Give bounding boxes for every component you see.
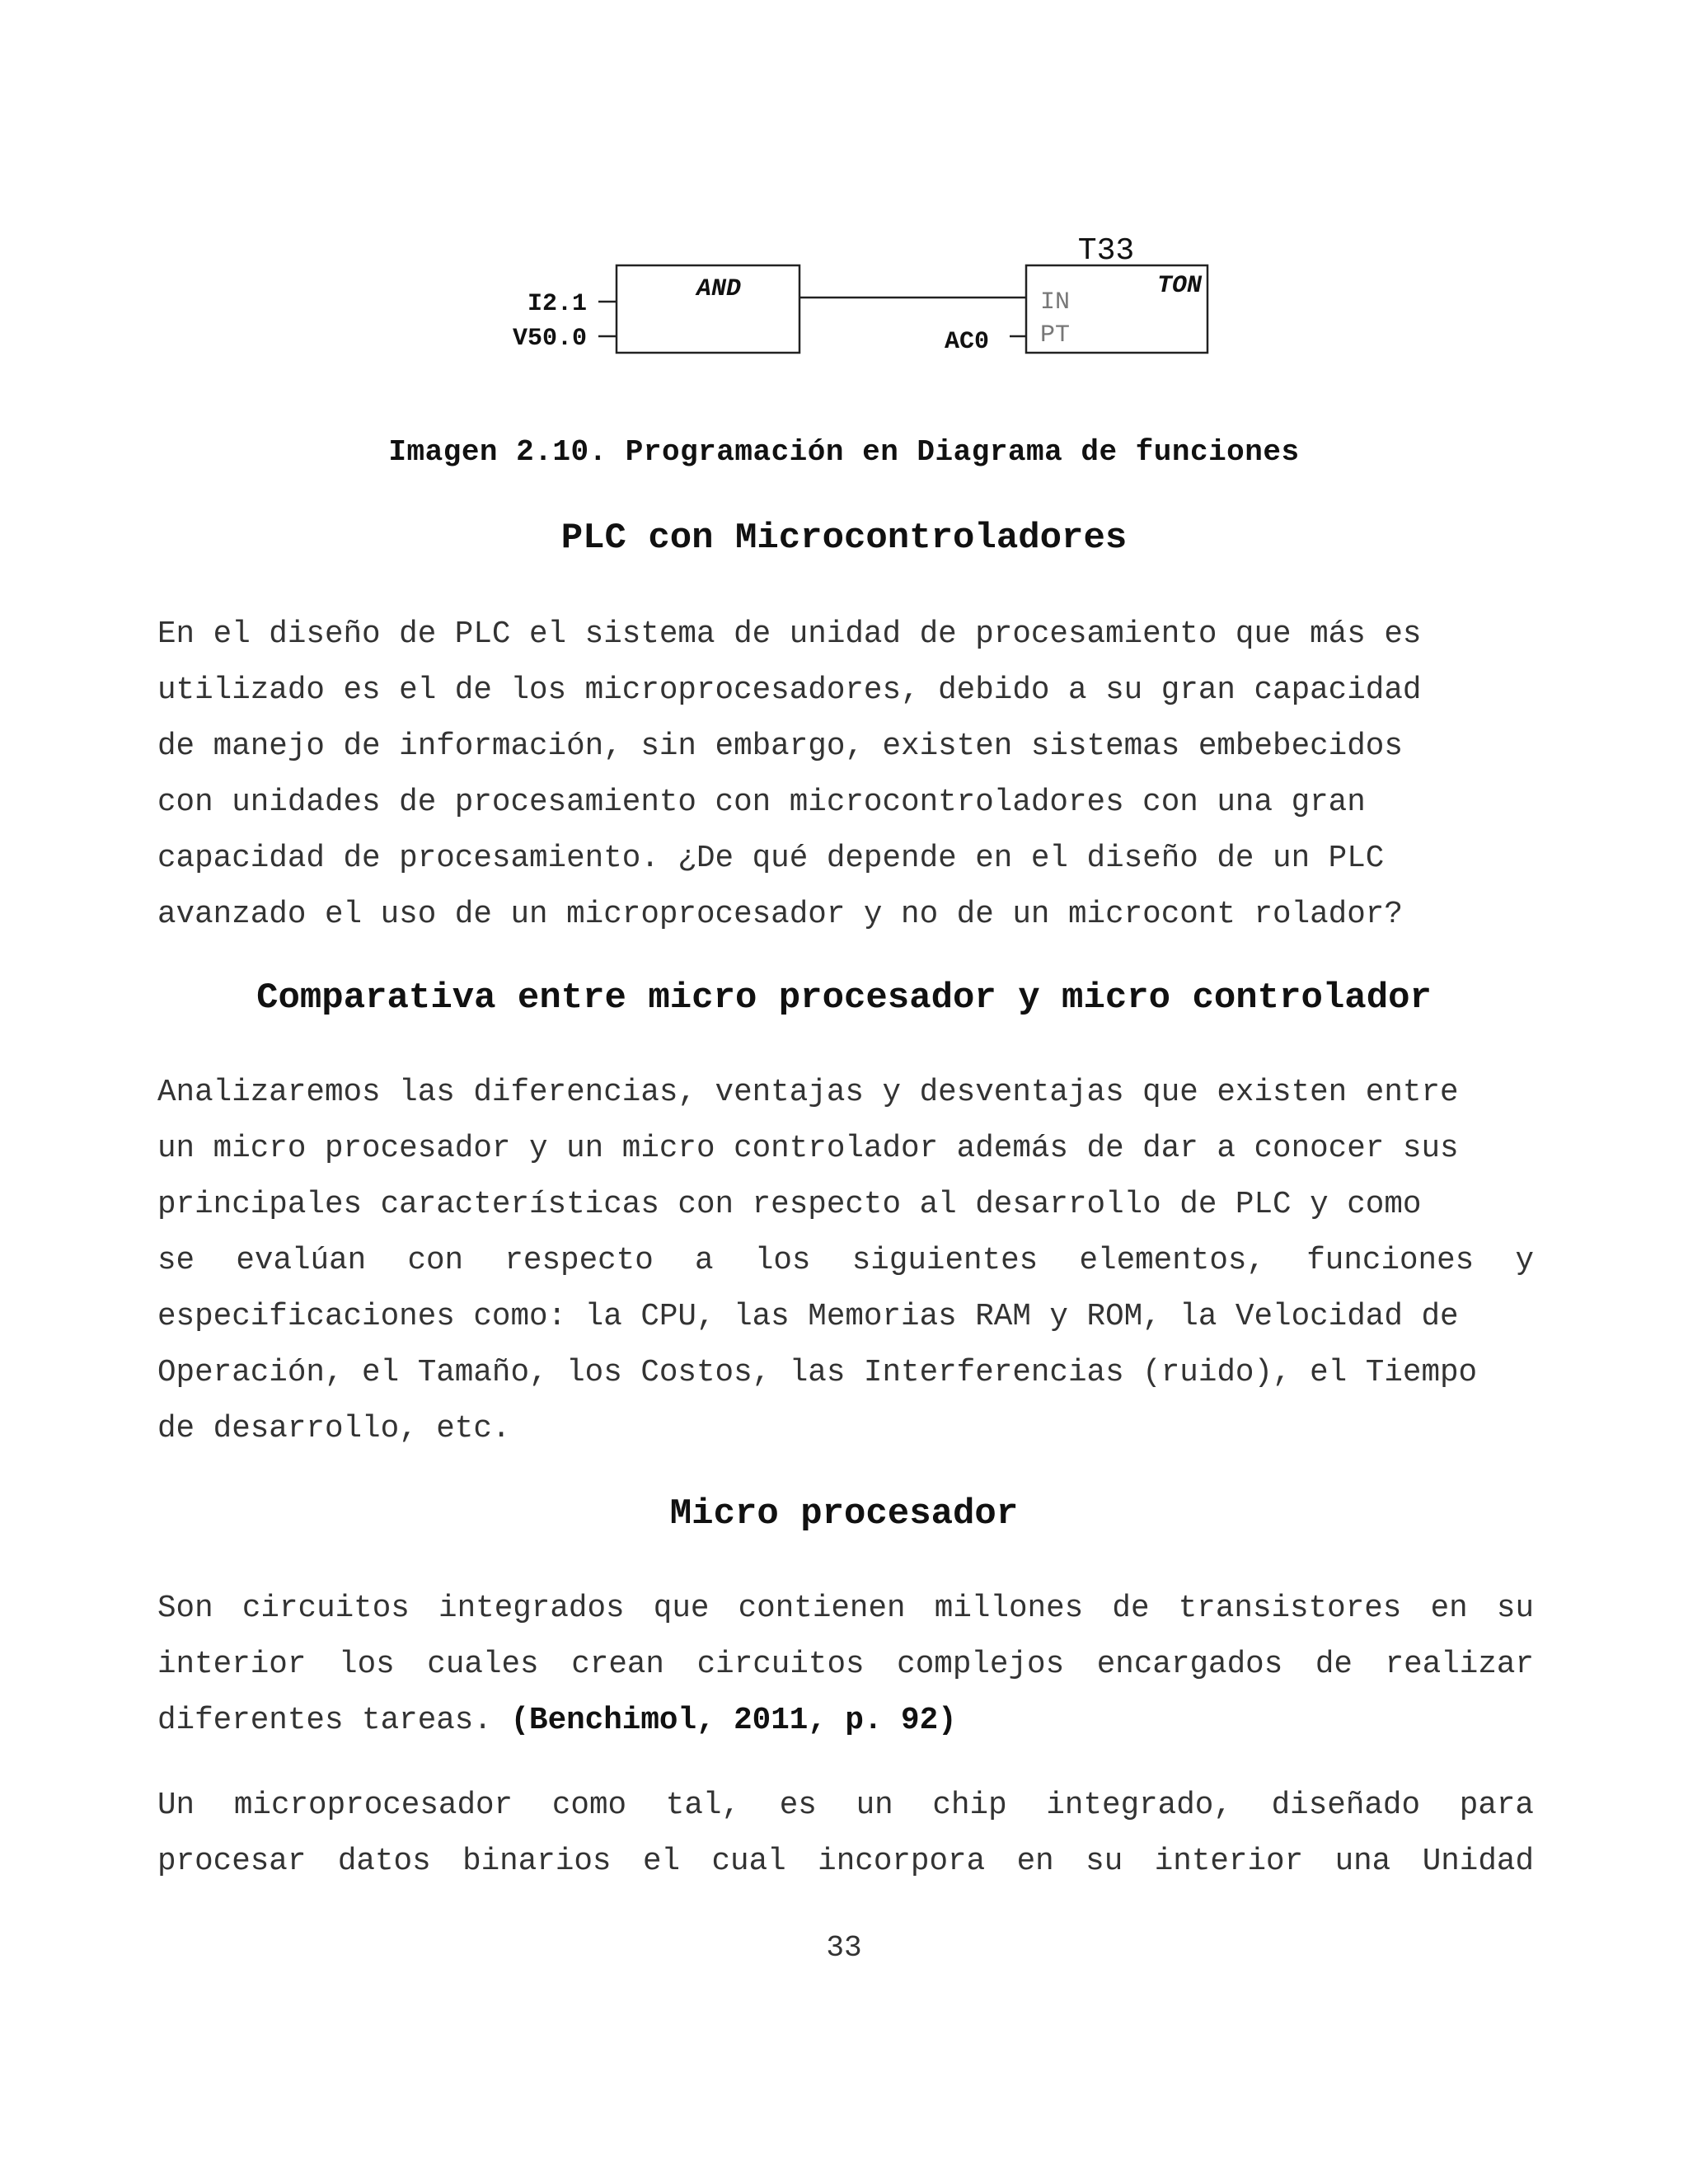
paragraph-microprocesador-2 [157, 1778, 1534, 1890]
timer-type: TON [1156, 272, 1202, 300]
fbd-figure [478, 224, 1220, 373]
text-line: se evalúan con respecto a los siguientes elementos, funciones y [157, 1244, 1534, 1278]
timer-name: T33 [1077, 233, 1135, 269]
input-label-2: V50.0 [512, 325, 587, 353]
page-number: 33 [826, 1931, 862, 1965]
text-line: de manejo de información, sin embargo, existen sistemas embebecidos [157, 729, 1403, 764]
fbd-diagram [478, 224, 1220, 373]
text-line: avanzado el uso de un microprocesador y no de un microcont rolador? [157, 898, 1403, 932]
paragraph-microprocesador-1 [157, 1581, 1534, 1749]
text-line: interior los cuales crean circuitos complejos encargados de realizar [157, 1647, 1534, 1682]
input-label-1: I2.1 [527, 290, 587, 318]
text-line: diferentes tareas. [157, 1704, 492, 1738]
text-line: Analizaremos las diferencias, ventajas y desventajas que existen entre [157, 1076, 1459, 1110]
text-line: con unidades de procesamiento con microcontroladores con una gran [157, 785, 1366, 820]
text-line: Operación, el Tamaño, los Costos, las Interferencias (ruido), el Tiempo [157, 1356, 1478, 1390]
and-block-label: AND [696, 275, 742, 303]
text-line: especificaciones como: la CPU, las Memorias RAM y ROM, la Velocidad de [157, 1300, 1459, 1334]
preset-input-label: AC0 [944, 328, 989, 356]
section-heading-comparativa: Comparativa entre micro procesador y micro controlador [256, 977, 1432, 1019]
text-line: de desarrollo, etc. [157, 1412, 511, 1446]
text-line-with-citation [157, 1693, 1534, 1749]
text-line: principales características con respecto al desarrollo de PLC y como [157, 1188, 1422, 1222]
section-heading-microprocesador: Micro procesador [669, 1493, 1019, 1535]
text-line: capacidad de procesamiento. ¿De qué depende en el diseño de un PLC [157, 841, 1385, 876]
paragraph-plc [157, 607, 1534, 943]
pin-pt: PT [1040, 321, 1071, 349]
figure-caption: Imagen 2.10. Programación en Diagrama de funciones [388, 435, 1300, 469]
text-line: Un microprocesador como tal, es un chip integrado, diseñado para [157, 1788, 1534, 1823]
text-line: procesar datos binarios el cual incorpora en su interior una Unidad [157, 1844, 1534, 1879]
text-line: En el diseño de PLC el sistema de unidad de procesamiento que más es [157, 617, 1422, 652]
text-line: un micro procesador y un micro controlador además de dar a conocer sus [157, 1132, 1459, 1166]
citation: (Benchimol, 2011, p. 92) [510, 1704, 957, 1738]
section-heading-plc: PLC con Microcontroladores [560, 518, 1128, 559]
pin-in: IN [1040, 288, 1071, 316]
text-line: utilizado es el de los microprocesadores, debido a su gran capacidad [157, 673, 1422, 708]
paragraph-comparativa [157, 1065, 1534, 1457]
text-line: Son circuitos integrados que contienen millones de transistores en su [157, 1591, 1534, 1626]
